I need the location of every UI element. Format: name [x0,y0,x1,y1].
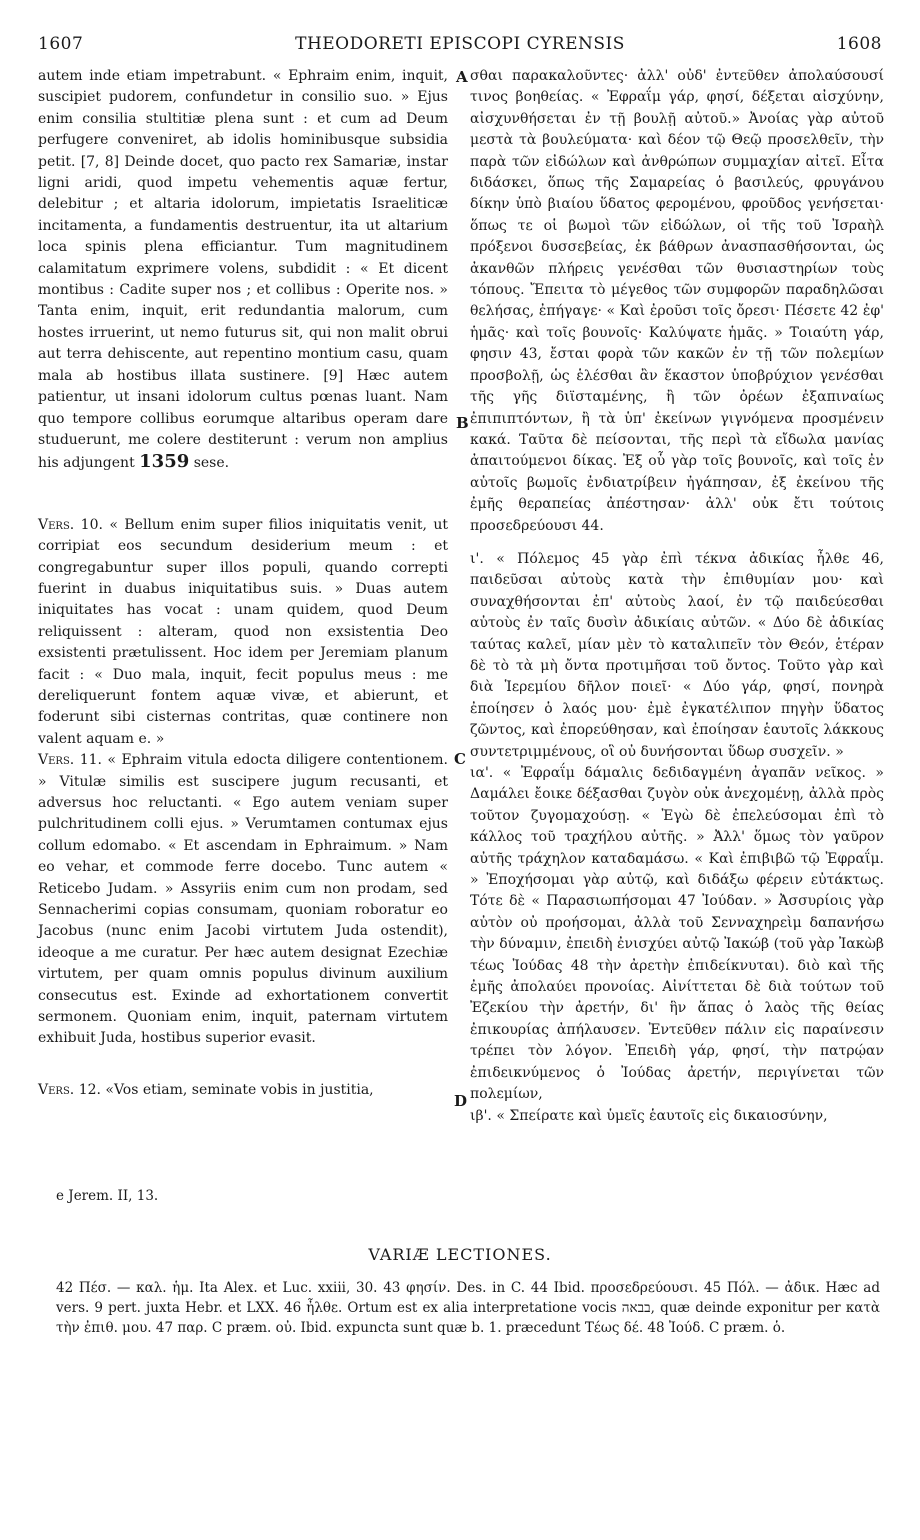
latin-verse-10 [38,515,448,750]
latin-text: autem inde etiam impetrabunt. « Ephraim enim, inquit, suscipiet pudorem, confundetur in consilio suo. » Ejus enim consilia stultitiæ plena sunt : et cum ad Deum perfugere conveniret, ab idolis hominibusque subsidia petit. [7, 8] Deinde docet, quo pacto rex Samariæ, instar ligni aridi, quod impetu vehementis aquæ fertur, delebitur ; et altaria idolorum, impietatis Israeliticæ incitamenta, a fundamentis destruentur, ita ut altarium loca spinis plena efficiantur. Tum magnitudinem calamitatum exprimere volens, subdidit : « Et dicent montibus : Cadite super nos ; et collibus : Operite nos. » Tanta enim, inquit, erit redundantia malorum, cum hostes irruerint, ut nemo futurus sit, qui non malit obrui aut terra dehiscente, aut repentino montium casu, quam mala ab hostibus illata sustinere. [9] Hæc autem patientur, ut insani idolorum cultus pœnas luant. Nam quo tempore collibus eorumque altaribus operam dare studuerunt, me colere destiterunt : verum non amplius his adjungent [38,68,448,472]
greek-verse-11: ια'. « Ἐφραΐμ δάμαλις δεδιδαγμένη ἀγαπᾶν νεῖκος. » Δαμάλει ἔοικε δέξασθαι ζυγὸν οὐκ ἀνεχομένῃ, ἀλλὰ πρὸς τοῦτον ζυγομαχούσῃ. « Ἐγὼ δὲ ἐπελεύσομαι ἐπὶ τὸ κάλλος τοῦ τραχήλου αὐτῆς. » Ἀλλ' ὅμως τὸν γαῦρον αὐτῆς τράχηλον καταδαμάσω. « Καὶ ἐπιβιβῶ τῷ Ἐφραΐμ. » Ἐποχήσομαι γὰρ αὐτῷ, καὶ διδάξω φέρειν εὐτάκτως. Τότε δὲ « Παρασιωπήσομαι 47 Ἰούδαν. » Ἀσσυρίοις γὰρ αὐτὸν οὐ προήσομαι, ἀλλὰ τοῦ Σενναχηρεὶμ δαπανήσω τὴν δύναμιν, ἐπειδὴ ἐνισχύει αὐτῷ Ἰακώβ (τοῦ γὰρ Ἰακὼβ τέως Ἰούδας 48 τὴν ἀρετὴν ἐπιδείκνυται). διὸ καὶ τῆς ἐμῆς ἀπολαύει προνοίας. Αἰνίττεται δὲ διὰ τούτων τοῦ Ἐζεκίου τὴν ἀρετήν, δι' ἣν ἅπας ὁ λαὸς τῆς θείας ἐπικουρίας ἀπήλαυσεν. Ἐντεῦθεν πάλιν εἰς παραίνεσιν τρέπει τὸν λόγον. Ἐπειδὴ γάρ, φησί, τὴν πατρῴαν ἐπιδεικνύμενος ὁ Ἰούδας ἀρετήν, περιγίνεται τῶν πολεμίων, [470,765,884,1103]
latin-column [38,66,448,1101]
latin-verse-11 [38,750,448,1050]
greek-verse-10: ι'. « Πόλεμος 45 γὰρ ἐπὶ τέκνα ἀδικίας ἦλθε 46, παιδεῦσαι αὐτοὺς κατὰ τὴν ἐπιθυμίαν μου· καὶ συναχθήσονται ἐπ' αὐτοὺς λαοί, ἐν τῷ παιδεύεσθαι αὐτοὺς ἐν ταῖς δυσὶν ἀδικίαις αὐτῶν. « Δύο δὲ ἀδικίας ταύτας καλεῖ, μίαν μὲν τὸ καταλιπεῖν τὸν Θεόν, ἑτέραν δὲ τὸ τὰ μὴ ὄντα προτιμῆσαι τοῦ ὄντος. Τοῦτο γὰρ καὶ διὰ Ἱερεμίου δῆλον ποιεῖ· « Δύο γάρ, φησί, πονηρὰ ἐποίησεν ὁ λαός μου· ἐμὲ ἐγκατέλιπον πηγὴν ὕδατος ζῶντος, καὶ ἐπορεύθησαν, καὶ ἐποίησαν ἑαυτοῖς λάκκους συντετριμμένους, οἳ οὐ δυνήσονται ὕδωρ συσχεῖν. » [470,550,884,760]
margin-marker-b: B [456,414,469,432]
verse-text: « Ephraim vitula edocta diligere contentionem. » Vitulæ similis est suscipere jugum recusanti, et adversus hoc reluctanti. « Ego autem veniam super pulchritudinem colli ejus. » Verumtamen contumax ejus collum edomabo. « Et ascendam in Ephraimum. » Nam eo vehar, et commode ferre docebo. Tunc autem « Reticebo Judam. » Assyriis enim cum non prodam, sed Sennacherimi copias consumam, quoniam roboratur eo Jacobus (nunc enim Jacobi virtutem Juda ostendit), ideoque a me curatur. Per hæc autem designat Ezechiæ virtutem, per quam omnis populus divinum auxilium consecutus est. Exinde ad exhortationem convertit sermonem. Quoniam enim, inquit, paternam virtutem exhibuit Juda, hostibus superior evasit. [38,752,448,1047]
page-number-left: 1607 [38,34,84,54]
variae-text: 42 Πέσ. — καλ. ἡμ. Ita Alex. et Luc. xxiii, 30. 43 φησίν. Des. in C. 44 Ibid. προσεδρεύουσι. 45 Πόλ. — ἀδικ. Hæc ad vers. 9 pert. juxta Hebr. et LXX. 46 ἦλθε. Ortum est ex alia interpretatione vocis בבאה, quæ deinde exponitur per κατὰ τὴν ἐπιθ. μου. 47 παρ. C præm. οὐ. Ibid. expuncta sunt quæ b. 1. præcedunt Τέως δέ. 48 Ἰούδ. C præm. ὁ. [56,1280,880,1336]
verse-label: Vers. 11. [38,752,102,769]
verse-label: Vers. 12. [38,1081,101,1098]
verse-text: «Vos etiam, seminate vobis in justitia, [100,1081,374,1098]
margin-marker-a: A [456,68,468,86]
greek-column [470,66,884,1127]
column-number: 1359 [139,451,190,473]
verse-text: « Bellum enim super filios iniquitatis venit, ut corripiat eos secundum desiderium meum : et congregabuntur super illos populi, quando correpti fuerint in duabus iniquitatibus suis. » Duas autem iniquitates has vocat : unam quidem, quod Deum reliquissent : alteram, quod non exsistentia Deo exsistenti prætulissent. Hoc idem per Jeremiam planum facit : « Duo mala, inquit, fecit populus meus : me dereliquerunt fontem aquæ vivæ, et abierunt, et foderunt sibi cisternas contritas, quæ continere non valent aquam e. » [38,516,448,747]
variae-lectiones-title: VARIÆ LECTIONES. [368,1245,552,1264]
variae-lectiones [56,1278,880,1338]
latin-text-end: sese. [189,455,230,472]
page-number-right: 1608 [836,34,882,54]
greek-paragraph-1: σθαι παρακαλοῦντες· ἀλλ' οὐδ' ἐντεῦθεν ἀπολαύσουσί τινος βοηθείας. « Ἐφραΐμ γάρ, φησί, δέξεται αἰσχύνην, αἰσχυνθήσεται ἐν τῇ βουλῇ αὐτοῦ.» Ἀνοίας γὰρ αὐτοῦ μεστὰ τὰ βουλεύματα· καὶ δέον τῷ Θεῷ προσελθεῖν, τὴν παρὰ τῶν εἰδώλων καὶ ἀνθρώπων συμμαχίαν αἰτεῖ. Εἶτα διδάσκει, ὅπως τῆς Σαμαρείας ὁ βασιλεύς, φρυγάνου δίκην ὑπὸ βιαίου ὕδατος φερομένου, φροῦδος γενήσεται· ὅπως τε οἱ βωμοὶ τῶν εἰδώλων, οἱ τῆς τοῦ Ἰσραὴλ πρόξενοι δυσσεβείας, ἐκ βάθρων ἀνασπασθήσονται, ὡς ἀκανθῶν πλήρεις γενέσθαι τῶν θυσιαστηρίων τοὺς τόπους. Ἔπειτα τὸ μέγεθος τῶν συμφορῶν παραδηλῶσαι θελήσας, ἐπήγαγε· « Καὶ ἐροῦσι τοῖς ὄρεσι· Πέσετε 42 ἐφ' ἡμᾶς· καὶ τοῖς βουνοῖς· Καλύψατε ἡμᾶς. » Τοιαύτη γάρ, φησιν 43, ἔσται φορὰ τῶν κακῶν ἐν τῇ τῶν πολεμίων προσβολῇ, ὡς ἑλέσθαι ἂν ἕκαστον ὑποβρύχιον γενέσθαι τῆς γῆς διϊσταμένης, ἢ τῶν ὀρέων ἐξαπιναίως ἐπιπιπτόντων, ἢ τὰ ὑπ' ἐκείνων γιγνόμενα προσμένειν κακά. Ταῦτα δὲ πείσονται, τῆς περὶ τὰ εἴδωλα μανίας ἀπαιτούμενοι δίκας. Ἐξ οὗ γὰρ τοῖς βουνοῖς, καὶ τοῖς ἐν αὐτοῖς βωμοῖς ἐνδιατρίβειν ἠγάπησαν, ἐξ ἐκείνου τῆς ἐμῆς θεραπείας ἀπέστησαν· ἀλλ' οὐκ ἔτι τούτοις προσεδρεύουσι 44. [470,68,884,534]
running-header [38,34,882,60]
latin-verse-12 [38,1080,448,1101]
greek-verse-12: ιβ'. « Σπείρατε καὶ ὑμεῖς ἑαυτοῖς εἰς δικαιοσύνην, [470,1107,828,1124]
margin-marker-c: C [454,750,466,768]
running-title: THEODORETI EPISCOPI CYRENSIS [295,34,625,54]
verse-label: Vers. 10. [38,516,103,533]
latin-paragraph-1 [38,66,448,475]
footnote: e Jerem. II, 13. [56,1188,159,1204]
margin-marker-d: D [454,1092,468,1110]
